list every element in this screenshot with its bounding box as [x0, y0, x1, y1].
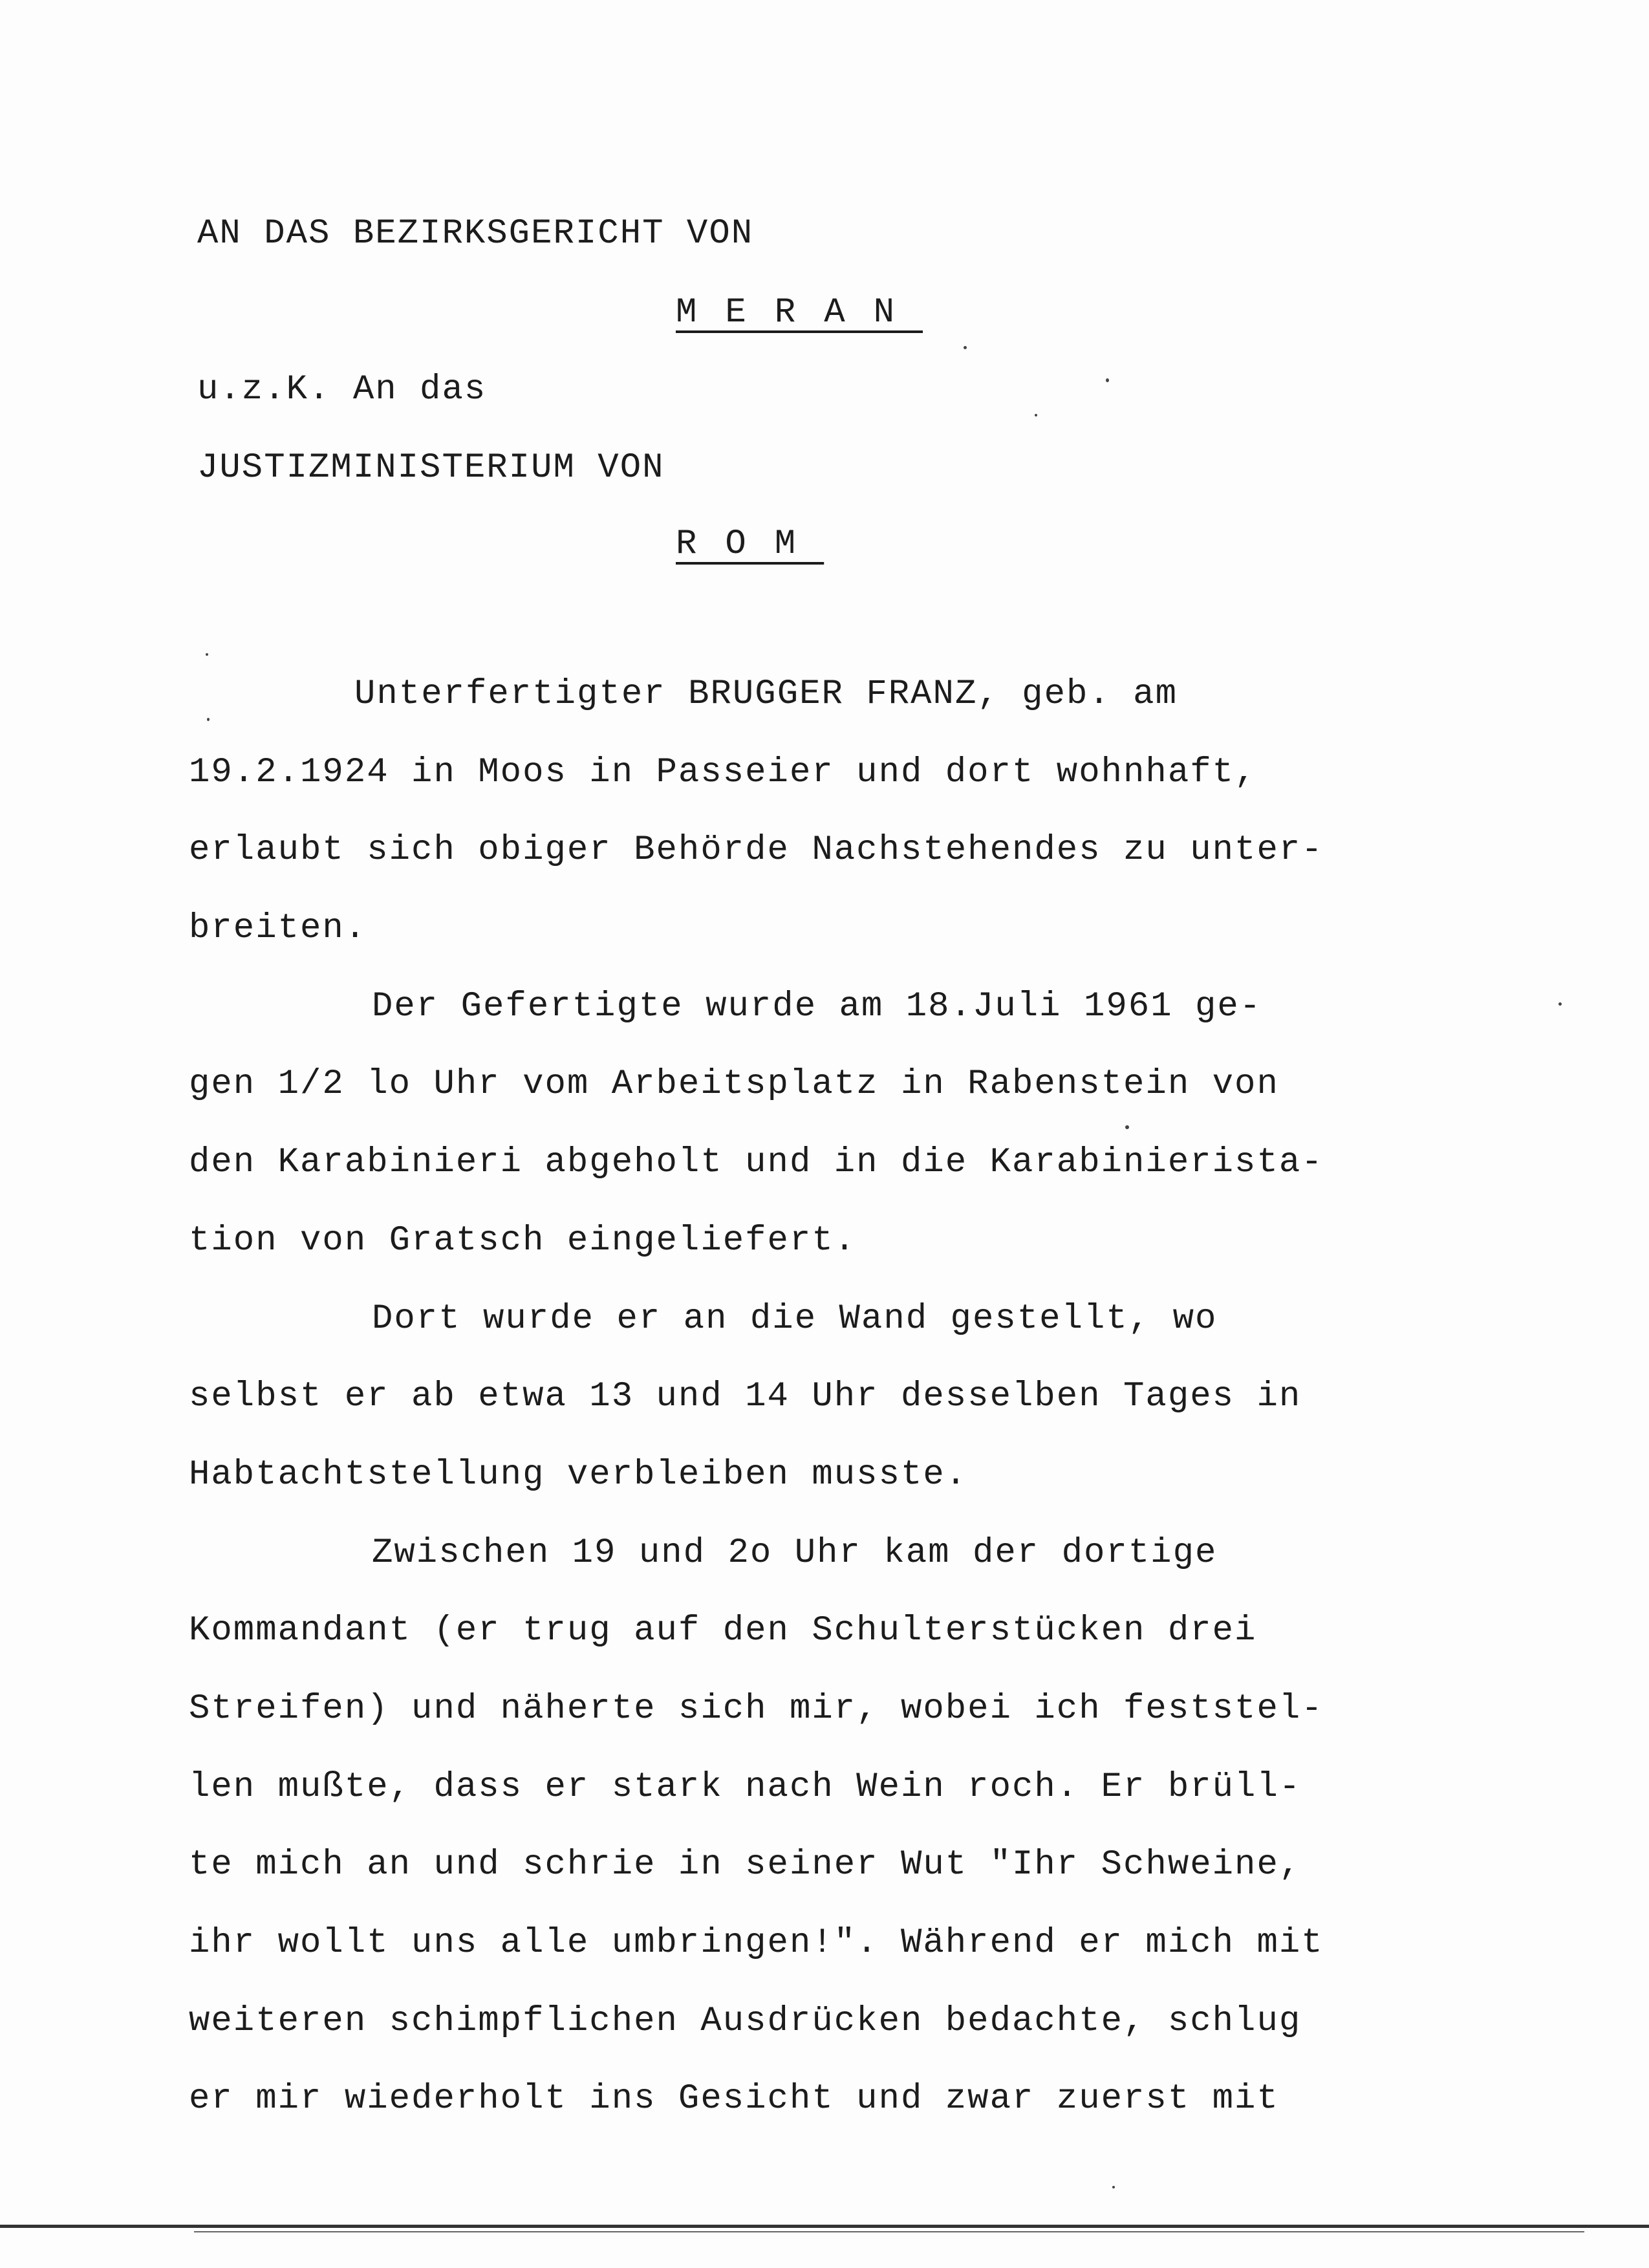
scan-speck	[1106, 378, 1109, 382]
body-line: tion von Gratsch eingeliefert.	[189, 1221, 857, 1260]
body-line: Kommandant (er trug auf den Schulterstücken drei	[189, 1611, 1257, 1650]
recipient-city-rom: ROM	[676, 524, 824, 564]
body-line: selbst er ab etwa 13 und 14 Uhr desselben Tages in	[189, 1377, 1302, 1416]
body-line: Der Gefertigte wurde am 18.Juli 1961 ge-	[372, 987, 1262, 1026]
body-line: Zwischen 19 und 2o Uhr kam der dortige	[372, 1533, 1218, 1573]
recipient-line-3: JUSTIZMINISTERIUM VON	[197, 448, 665, 488]
body-line: Dort wurde er an die Wand gestellt, wo	[372, 1299, 1218, 1339]
body-line: erlaubt sich obiger Behörde Nachstehendes zu unter-	[189, 830, 1324, 870]
scan-speck	[1035, 414, 1037, 416]
recipient-city-meran: MERAN	[676, 293, 923, 332]
body-line: den Karabinieri abgeholt und in die Karabinierista-	[189, 1143, 1324, 1182]
body-line: breiten.	[189, 909, 367, 948]
scan-speck	[207, 718, 210, 721]
body-line: weiteren schimpflichen Ausdrücken bedachte, schlug	[189, 2002, 1302, 2041]
body-line: te mich an und schrie in seiner Wut "Ihr Schweine,	[189, 1845, 1302, 1885]
body-line: len mußte, dass er stark nach Wein roch. Er brüll-	[189, 1767, 1302, 1807]
body-line: Streifen) und näherte sich mir, wobei ich feststel-	[189, 1689, 1324, 1729]
page-bottom-rule-thin	[194, 2231, 1584, 2232]
recipient-line-1: AN DAS BEZIRKSGERICHT VON	[197, 214, 754, 254]
scan-speck	[1112, 2186, 1115, 2188]
page-bottom-rule	[0, 2225, 1649, 2228]
body-line: er mir wiederholt ins Gesicht und zwar zuerst mit	[189, 2079, 1279, 2119]
body-line: ihr wollt uns alle umbringen!". Während er mich mit	[189, 1923, 1324, 1963]
body-line: Habtachtstellung verbleiben musste.	[189, 1455, 968, 1495]
scan-speck	[1125, 1125, 1129, 1129]
scan-speck	[1558, 1002, 1562, 1006]
body-line: 19.2.1924 in Moos in Passeier und dort wohnhaft,	[189, 753, 1257, 792]
body-line: Unterfertigter BRUGGER FRANZ, geb. am	[354, 675, 1178, 714]
recipient-line-2: u.z.K. An das	[197, 370, 487, 409]
body-line: gen 1/2 lo Uhr vom Arbeitsplatz in Rabenstein von	[189, 1064, 1279, 1104]
scan-speck	[964, 346, 967, 349]
scan-speck	[206, 653, 208, 656]
